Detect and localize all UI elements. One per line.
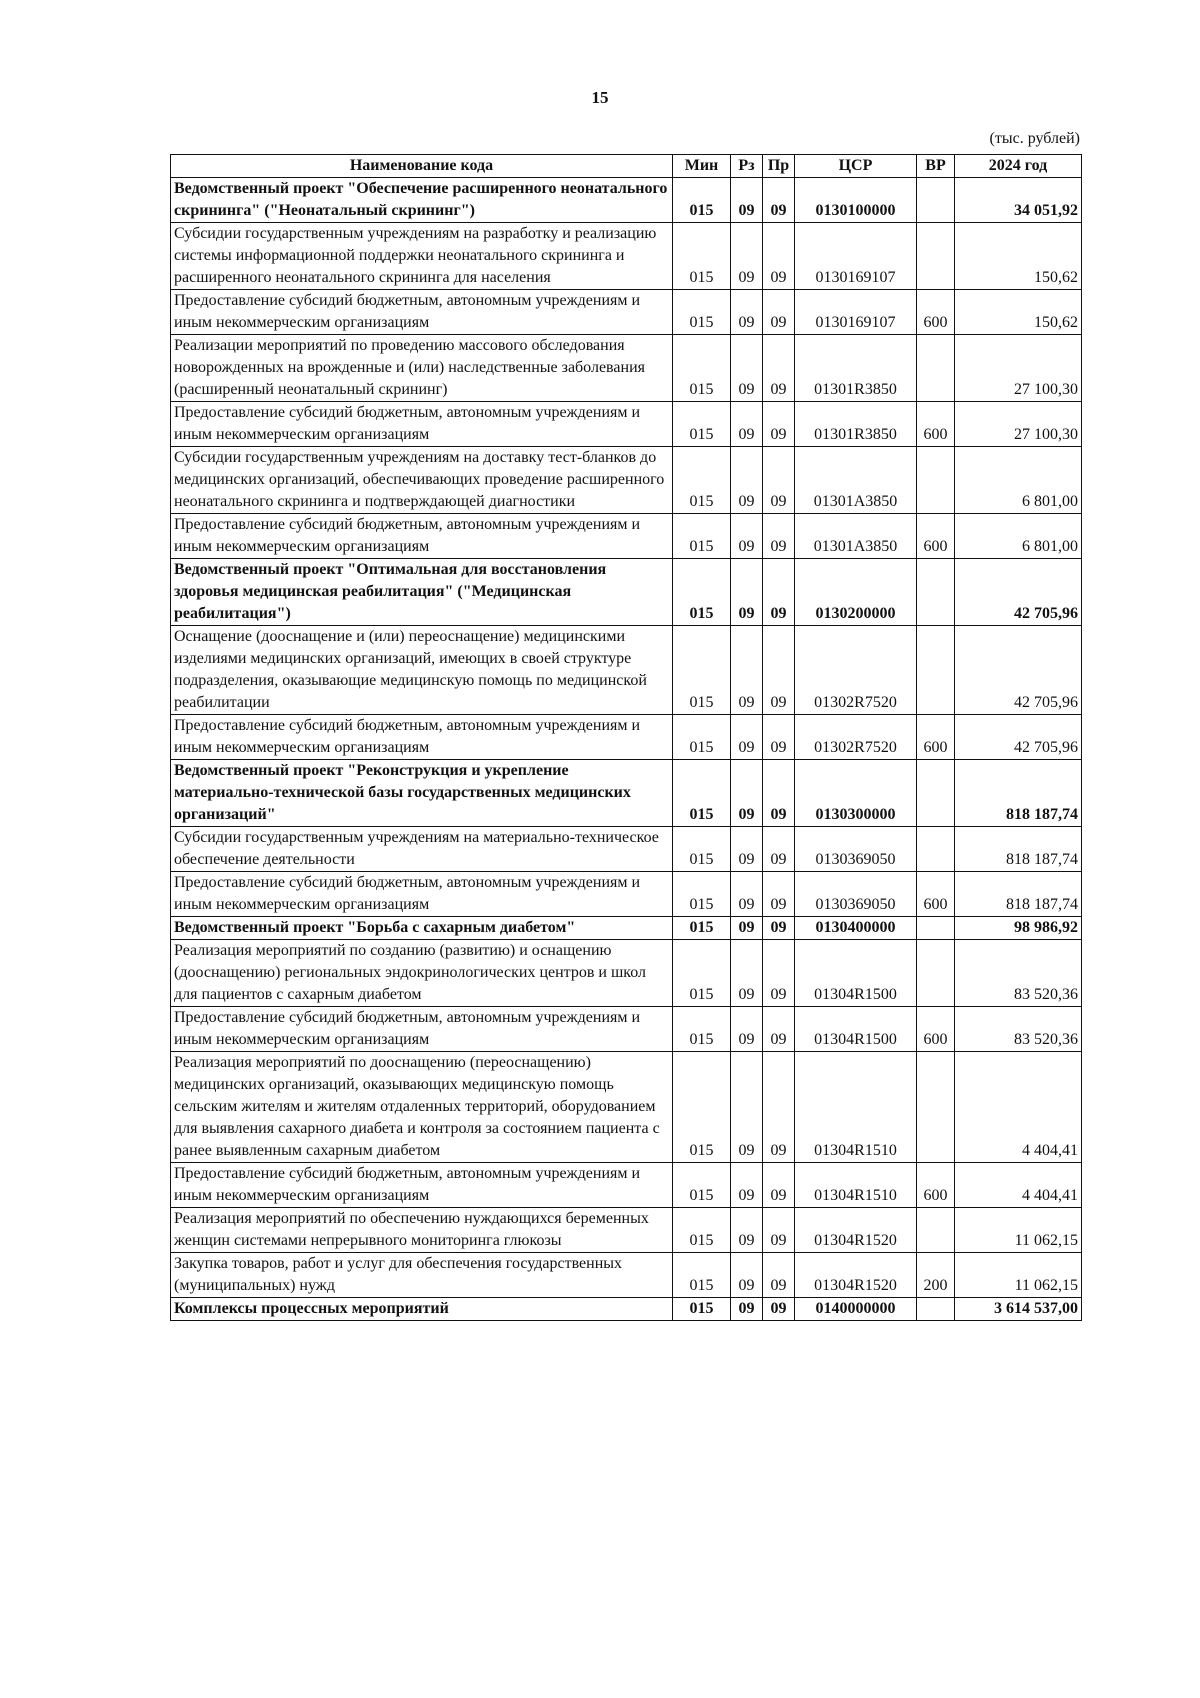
cell-name: Реализация мероприятий по дооснащению (переоснащению) медицинских организаций, оказывающих медицинскую помощь сельским жителям и жителям отдаленных территорий, оборудованием для выявления сахарного диабета и контроля за состоянием пациента с ранее выявленным сахарным диабетом xyxy=(171,1052,673,1163)
cell-csr: 01304R1520 xyxy=(795,1208,917,1253)
cell-csr: 0140000000 xyxy=(795,1298,917,1321)
cell-pr: 09 xyxy=(763,917,795,940)
cell-min: 015 xyxy=(673,1298,731,1321)
cell-vr xyxy=(917,827,955,872)
table-row xyxy=(171,178,1082,223)
page-number: 15 xyxy=(591,88,609,107)
cell-name: Ведомственный проект "Оптимальная для восстановления здоровья медицинская реабилитация" ("Медицинская реабилитация") xyxy=(171,559,673,626)
cell-vr xyxy=(917,917,955,940)
cell-vr: 600 xyxy=(917,402,955,447)
table-row xyxy=(171,827,1082,872)
table-row xyxy=(171,402,1082,447)
cell-pr: 09 xyxy=(763,178,795,223)
cell-rz: 09 xyxy=(731,447,763,514)
table-row xyxy=(171,1253,1082,1298)
table-row xyxy=(171,223,1082,290)
cell-amount: 11 062,15 xyxy=(955,1253,1082,1298)
cell-vr: 200 xyxy=(917,1253,955,1298)
cell-name: Субсидии государственным учреждениям на доставку тест-бланков до медицинских организаций, обеспечивающих проведение расширенного неонатального скрининга и подтверждающей диагностики xyxy=(171,447,673,514)
cell-min: 015 xyxy=(673,1253,731,1298)
cell-vr: 600 xyxy=(917,1163,955,1208)
cell-rz: 09 xyxy=(731,626,763,715)
cell-amount: 42 705,96 xyxy=(955,626,1082,715)
cell-name: Закупка товаров, работ и услуг для обеспечения государственных (муниципальных) нужд xyxy=(171,1253,673,1298)
cell-rz: 09 xyxy=(731,872,763,917)
cell-amount: 4 404,41 xyxy=(955,1163,1082,1208)
cell-csr: 01302R7520 xyxy=(795,715,917,760)
cell-amount: 42 705,96 xyxy=(955,559,1082,626)
cell-csr: 0130369050 xyxy=(795,872,917,917)
header-rz: Рз xyxy=(731,155,763,178)
cell-csr: 0130400000 xyxy=(795,917,917,940)
cell-rz: 09 xyxy=(731,178,763,223)
cell-pr: 09 xyxy=(763,760,795,827)
cell-name: Реализация мероприятий по созданию (развитию) и оснащению (дооснащению) региональных эндокринологических центров и школ для пациентов с сахарным диабетом xyxy=(171,940,673,1007)
cell-rz: 09 xyxy=(731,514,763,559)
cell-min: 015 xyxy=(673,1163,731,1208)
cell-amount: 83 520,36 xyxy=(955,1007,1082,1052)
cell-name: Субсидии государственным учреждениям на материально-техническое обеспечение деятельности xyxy=(171,827,673,872)
cell-vr xyxy=(917,335,955,402)
cell-rz: 09 xyxy=(731,290,763,335)
table-row xyxy=(171,1298,1082,1321)
units-label: (тыс. рублей) xyxy=(989,130,1080,147)
cell-rz: 09 xyxy=(731,1052,763,1163)
cell-name: Предоставление субсидий бюджетным, автономным учреждениям и иным некоммерческим организациям xyxy=(171,514,673,559)
cell-amount: 150,62 xyxy=(955,290,1082,335)
cell-min: 015 xyxy=(673,1007,731,1052)
cell-min: 015 xyxy=(673,290,731,335)
cell-min: 015 xyxy=(673,940,731,1007)
cell-pr: 09 xyxy=(763,447,795,514)
table-row xyxy=(171,1007,1082,1052)
cell-pr: 09 xyxy=(763,1052,795,1163)
cell-pr: 09 xyxy=(763,223,795,290)
cell-rz: 09 xyxy=(731,335,763,402)
cell-csr: 01301A3850 xyxy=(795,447,917,514)
cell-pr: 09 xyxy=(763,559,795,626)
cell-vr: 600 xyxy=(917,1007,955,1052)
cell-csr: 01304R1510 xyxy=(795,1052,917,1163)
cell-vr xyxy=(917,1052,955,1163)
cell-amount: 27 100,30 xyxy=(955,335,1082,402)
cell-rz: 09 xyxy=(731,940,763,1007)
cell-min: 015 xyxy=(673,760,731,827)
cell-pr: 09 xyxy=(763,827,795,872)
table-row xyxy=(171,917,1082,940)
table-row xyxy=(171,1052,1082,1163)
cell-name: Предоставление субсидий бюджетным, автономным учреждениям и иным некоммерческим организациям xyxy=(171,872,673,917)
cell-name: Предоставление субсидий бюджетным, автономным учреждениям и иным некоммерческим организациям xyxy=(171,715,673,760)
cell-name: Предоставление субсидий бюджетным, автономным учреждениям и иным некоммерческим организациям xyxy=(171,1007,673,1052)
cell-pr: 09 xyxy=(763,335,795,402)
cell-rz: 09 xyxy=(731,1007,763,1052)
table-row xyxy=(171,715,1082,760)
cell-rz: 09 xyxy=(731,715,763,760)
cell-amount: 150,62 xyxy=(955,223,1082,290)
budget-table xyxy=(170,154,1082,1321)
cell-rz: 09 xyxy=(731,223,763,290)
cell-pr: 09 xyxy=(763,514,795,559)
cell-name: Субсидии государственным учреждениям на разработку и реализацию системы информационной поддержки неонатального скрининга и расширенного неонатального скрининга для населения xyxy=(171,223,673,290)
cell-amount: 98 986,92 xyxy=(955,917,1082,940)
cell-min: 015 xyxy=(673,223,731,290)
cell-rz: 09 xyxy=(731,1253,763,1298)
table-row xyxy=(171,290,1082,335)
cell-name: Комплексы процессных мероприятий xyxy=(171,1298,673,1321)
cell-min: 015 xyxy=(673,1208,731,1253)
cell-amount: 818 187,74 xyxy=(955,872,1082,917)
cell-amount: 3 614 537,00 xyxy=(955,1298,1082,1321)
cell-name: Реализации мероприятий по проведению массового обследования новорожденных на врожденные и (или) наследственные заболевания (расширенный неонатальный скрининг) xyxy=(171,335,673,402)
cell-rz: 09 xyxy=(731,827,763,872)
cell-name: Ведомственный проект "Реконструкция и укрепление материально-технической базы государственных медицинских организаций" xyxy=(171,760,673,827)
cell-pr: 09 xyxy=(763,1007,795,1052)
cell-pr: 09 xyxy=(763,872,795,917)
cell-min: 015 xyxy=(673,917,731,940)
cell-vr xyxy=(917,626,955,715)
cell-name: Предоставление субсидий бюджетным, автономным учреждениям и иным некоммерческим организациям xyxy=(171,402,673,447)
cell-vr: 600 xyxy=(917,290,955,335)
cell-csr: 01301A3850 xyxy=(795,514,917,559)
cell-rz: 09 xyxy=(731,1163,763,1208)
cell-csr: 0130169107 xyxy=(795,290,917,335)
table-row xyxy=(171,559,1082,626)
cell-csr: 0130100000 xyxy=(795,178,917,223)
table-row xyxy=(171,760,1082,827)
cell-csr: 0130169107 xyxy=(795,223,917,290)
cell-rz: 09 xyxy=(731,760,763,827)
table-row xyxy=(171,626,1082,715)
cell-csr: 01304R1500 xyxy=(795,940,917,1007)
table-row xyxy=(171,514,1082,559)
cell-min: 015 xyxy=(673,447,731,514)
cell-vr: 600 xyxy=(917,514,955,559)
cell-name: Оснащение (дооснащение и (или) переоснащение) медицинскими изделиями медицинских организаций, имеющих в своей структуре подразделения, оказывающие медицинскую помощь по медицинской реабилитации xyxy=(171,626,673,715)
cell-rz: 09 xyxy=(731,917,763,940)
table-row xyxy=(171,872,1082,917)
cell-amount: 42 705,96 xyxy=(955,715,1082,760)
table-body xyxy=(171,178,1082,1321)
cell-csr: 0130300000 xyxy=(795,760,917,827)
header-min: Мин xyxy=(673,155,731,178)
table-header-row xyxy=(171,155,1082,178)
cell-vr: 600 xyxy=(917,715,955,760)
cell-name: Ведомственный проект "Борьба с сахарным диабетом" xyxy=(171,917,673,940)
cell-name: Предоставление субсидий бюджетным, автономным учреждениям и иным некоммерческим организациям xyxy=(171,290,673,335)
cell-pr: 09 xyxy=(763,1208,795,1253)
header-csr: ЦСР xyxy=(795,155,917,178)
cell-min: 015 xyxy=(673,335,731,402)
cell-vr xyxy=(917,559,955,626)
table-row xyxy=(171,447,1082,514)
cell-vr xyxy=(917,223,955,290)
cell-vr xyxy=(917,940,955,1007)
cell-amount: 4 404,41 xyxy=(955,1052,1082,1163)
cell-pr: 09 xyxy=(763,290,795,335)
cell-min: 015 xyxy=(673,626,731,715)
cell-amount: 6 801,00 xyxy=(955,514,1082,559)
cell-min: 015 xyxy=(673,514,731,559)
table-row xyxy=(171,1208,1082,1253)
cell-min: 015 xyxy=(673,1052,731,1163)
cell-pr: 09 xyxy=(763,1163,795,1208)
cell-amount: 818 187,74 xyxy=(955,827,1082,872)
table-row xyxy=(171,940,1082,1007)
cell-csr: 01301R3850 xyxy=(795,335,917,402)
cell-pr: 09 xyxy=(763,940,795,1007)
header-pr: Пр xyxy=(763,155,795,178)
cell-amount: 34 051,92 xyxy=(955,178,1082,223)
cell-rz: 09 xyxy=(731,559,763,626)
cell-csr: 0130369050 xyxy=(795,827,917,872)
cell-vr xyxy=(917,178,955,223)
cell-vr: 600 xyxy=(917,872,955,917)
header-name: Наименование кода xyxy=(171,155,673,178)
cell-vr xyxy=(917,1208,955,1253)
cell-min: 015 xyxy=(673,559,731,626)
table-row xyxy=(171,335,1082,402)
header-year: 2024 год xyxy=(955,155,1082,178)
cell-name: Ведомственный проект "Обеспечение расширенного неонатального скрининга" ("Неонатальный скрининг") xyxy=(171,178,673,223)
cell-pr: 09 xyxy=(763,1298,795,1321)
cell-rz: 09 xyxy=(731,1298,763,1321)
cell-rz: 09 xyxy=(731,402,763,447)
cell-csr: 0130200000 xyxy=(795,559,917,626)
cell-csr: 01302R7520 xyxy=(795,626,917,715)
cell-csr: 01304R1500 xyxy=(795,1007,917,1052)
cell-amount: 27 100,30 xyxy=(955,402,1082,447)
cell-vr xyxy=(917,447,955,514)
cell-csr: 01301R3850 xyxy=(795,402,917,447)
cell-amount: 83 520,36 xyxy=(955,940,1082,1007)
cell-min: 015 xyxy=(673,402,731,447)
cell-amount: 818 187,74 xyxy=(955,760,1082,827)
cell-pr: 09 xyxy=(763,715,795,760)
cell-min: 015 xyxy=(673,178,731,223)
cell-min: 015 xyxy=(673,872,731,917)
cell-csr: 01304R1520 xyxy=(795,1253,917,1298)
cell-min: 015 xyxy=(673,827,731,872)
cell-pr: 09 xyxy=(763,402,795,447)
header-vr: ВР xyxy=(917,155,955,178)
cell-min: 015 xyxy=(673,715,731,760)
cell-rz: 09 xyxy=(731,1208,763,1253)
cell-pr: 09 xyxy=(763,626,795,715)
cell-name: Предоставление субсидий бюджетным, автономным учреждениям и иным некоммерческим организациям xyxy=(171,1163,673,1208)
cell-name: Реализация мероприятий по обеспечению нуждающихся беременных женщин системами непрерывного мониторинга глюкозы xyxy=(171,1208,673,1253)
cell-amount: 6 801,00 xyxy=(955,447,1082,514)
table-row xyxy=(171,1163,1082,1208)
cell-amount: 11 062,15 xyxy=(955,1208,1082,1253)
cell-pr: 09 xyxy=(763,1253,795,1298)
cell-vr xyxy=(917,1298,955,1321)
cell-vr xyxy=(917,760,955,827)
cell-csr: 01304R1510 xyxy=(795,1163,917,1208)
